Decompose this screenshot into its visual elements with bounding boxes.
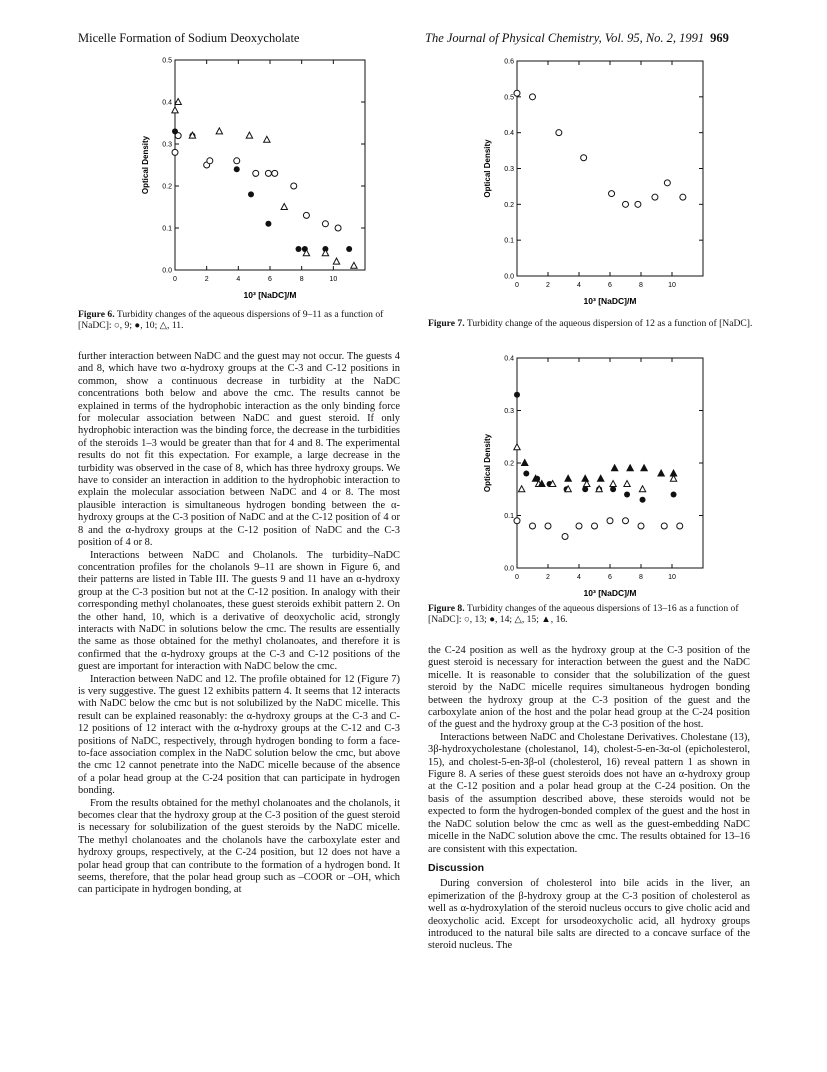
x-tick-label: 2 xyxy=(546,574,550,581)
x-tick-label: 8 xyxy=(639,282,643,289)
x-tick-label: 0 xyxy=(173,276,177,283)
page-number: 969 xyxy=(710,31,729,45)
data-point-13 xyxy=(592,523,598,529)
y-tick-label: 0.2 xyxy=(504,460,514,468)
y-tick-label: 0.0 xyxy=(504,273,514,281)
data-point-16 xyxy=(627,465,633,471)
x-tick-label: 2 xyxy=(204,276,209,283)
y-axis-label: Optical Density xyxy=(483,139,492,198)
x-tick-label: 10 xyxy=(668,574,676,581)
y-tick-label: 0.3 xyxy=(162,141,172,149)
data-point-13 xyxy=(530,523,536,529)
y-tick-label: 0.4 xyxy=(504,130,514,138)
right-column-text xyxy=(428,645,750,953)
x-tick-label: 2 xyxy=(546,282,550,289)
y-tick-label: 0.2 xyxy=(504,201,514,209)
x-tick-label: 10 xyxy=(329,276,338,283)
y-tick-label: 0.1 xyxy=(162,225,172,233)
data-point-15 xyxy=(518,486,524,492)
data-point-15 xyxy=(514,444,520,450)
data-point-16 xyxy=(670,470,676,476)
data-point-14 xyxy=(610,486,616,492)
data-point-13 xyxy=(677,523,683,529)
y-tick-label: 0.3 xyxy=(504,166,514,173)
paragraph: Interactions between NaDC and Cholanols. The turbidity–NaDC concentration profiles for the cholanols 9–11 are shown in Figure 6, and their patterns are listed in Table III. The guests 9 and 11 have an α-hydroxy group at the C-3 position but not at the C-12 position. In analogy with their corresponding methyl cholanoates, these guest steroids exhibit pattern 2. On the other hand, 10, which is a derivative of deoxycholic acid, strongly interacts with NaDC in solutions below the cmc. The results are essentially the same as those obtained for the methyl cholanoates, and therefore it is confirmed that the α-hydroxy groups at the C-3 and C-12 positions of the guest are important for interaction with NaDC below the cmc. xyxy=(78,549,400,673)
y-tick-label: 0.6 xyxy=(504,58,514,66)
paragraph: further interaction between NaDC and the guest may not occur. The guests 4 and 8, which have two α-hydroxy groups at the C-3 and C-12 positions in common, show a continuous decrease in turbidity at the NaDC concentrations both below and above the cmc. The results cannot be explained in terms of the hydrophobic interaction as the only binding force for molecular association between NaDC and guest steroid. If only hydrophobic interaction was the binding force, the decrease in the turbidities of the steroids 1–3 would be greater than that for 4 and 8. The experimental results do not fit this expectation. For example, a large decrease in the turbidity was observed in the case of 8, which has three hydroxy groups. We have to consider an interaction in addition to the hydrophobic interaction to explain the molecular association between NaDC and 4 or 8. The most plausible interaction is simultaneous hydrogen bonding between the α-hydroxy groups at the C-3 position of NaDC and at the C-12 position of 4 or 8 and the α-hydroxy groups at the C-12 position of NaDC and the C-3 position of 4 or 8. xyxy=(78,351,400,549)
left-column-text xyxy=(78,351,400,897)
x-axis-label: 10³ [NaDC]/M xyxy=(583,588,637,598)
y-tick-label: 0.1 xyxy=(504,513,514,520)
x-axis-label: 10³ [NaDC]/M xyxy=(243,290,297,300)
paragraph: Interaction between NaDC and 12. The profile obtained for 12 (Figure 7) is very suggestive. The guest 12 exhibits pattern 4. It seems that 12 interacts with NaDC below the cmc but is not solubilized by the NaDC micelle. This result can be explained reasonably: the α-hydroxy groups at the C-3 and C-12 positions of 12 interact with the α-hydroxy groups at the C-12 and C-3 positions of NaDC, respectively, through hydrogen bonding to form a face-to-face association complex in the NaDC solution below the cmc, but above the cmc 12 cannot penetrate into the NaDC micelle because of the absence of a polar head group at the C-24 position that can participate in hydrogen bonding. xyxy=(78,673,400,797)
y-tick-label: 0.0 xyxy=(504,565,514,573)
x-tick-label: 4 xyxy=(577,282,581,289)
data-point-15 xyxy=(624,481,630,487)
y-tick-label: 0.5 xyxy=(162,57,172,65)
x-tick-label: 0 xyxy=(515,574,519,581)
y-tick-label: 0.4 xyxy=(504,355,514,363)
x-tick-label: 6 xyxy=(608,574,612,581)
x-tick-label: 8 xyxy=(299,276,304,283)
data-point-13 xyxy=(562,534,568,540)
plot-frame xyxy=(517,358,703,568)
data-point-13 xyxy=(576,523,582,529)
figure-7-caption: Figure 7. Turbidity change of the aqueous dispersion of 12 as a function of [NaDC]. xyxy=(428,318,753,329)
y-axis-label: Optical Density xyxy=(141,135,150,195)
x-axis-label: 10³ [NaDC]/M xyxy=(583,296,637,306)
y-tick-label: 0.2 xyxy=(162,183,172,191)
data-point-16 xyxy=(611,465,617,471)
data-point-15 xyxy=(639,486,645,492)
data-point-14 xyxy=(582,486,588,492)
figure-8-caption: Figure 8. Turbidity changes of the aqueous dispersions of 13–16 as a function of [NaDC]: ○, 13; ●, 14; △, 15; ▲, 16. xyxy=(428,603,739,626)
x-tick-label: 4 xyxy=(577,574,581,581)
data-point-13 xyxy=(661,523,667,529)
data-point-13 xyxy=(607,518,613,524)
data-point-13 xyxy=(638,523,644,529)
figure-6-caption: Figure 6. Turbidity changes of the aqueous dispersions of 9–11 as a function of [NaDC]: ○, 9; ●, 10; △, 11. xyxy=(78,309,384,332)
data-point-14 xyxy=(640,497,646,503)
paragraph: From the results obtained for the methyl cholanoates and the cholanols, it becomes clear that the hydroxy group at the C-3 position of the guest steroid is necessary for solubilization of the guest steroids by the NaDC micelle. The methyl cholanoates and the cholanols have the carboxylate ester and hydroxy groups, respectively, at the C-24 position, but 12 does not have a polar head group that can contribute to the formation of a hydrogen bond. It seems, therefore, that the polar head group such as –COOR or –OH, which can participate in hydrogen bonding, at xyxy=(78,797,400,896)
running-header: Micelle Formation of Sodium Deoxycholate xyxy=(78,31,300,45)
data-point-13 xyxy=(545,523,551,529)
paragraph: During conversion of cholesterol into bile acids in the liver, an epimerization of the β-hydroxy group at the C-3 position of cholesterol as well as α-hydroxylation of the steroid nucleus occurs to give cholic acid and deoxycholic acid. Except for ursodeoxycholic acid, all hydroxy groups introduced to the natural bile salts are directed to a concave surface of the steroid nucleus. The xyxy=(428,878,750,952)
paragraph: Interactions between NaDC and Cholestane Derivatives. Cholestane (13), 3β-hydroxycholestane (cholestanol, 14), cholest-5-en-3α-ol (epicholesterol, 15), and cholest-5-en-3β-ol (cholesterol, 16) reveal pattern 1 as shown in Figure 8. A series of these guest steroids does not have an α-hydroxy group at the C-12 position and a polar head group at the C-24 position. On the basis of the assumption described above, these steroids would not be expected to form the hydrogen-bonded complex of the guest and the host in the NaDC solution below the cmc as well as the guest-embedding NaDC micelle in the NaDC solution above the cmc. The results obtained for 13–16 are consistent with this expectation. xyxy=(428,731,750,855)
data-point-16 xyxy=(565,475,571,481)
data-point-16 xyxy=(641,465,647,471)
data-point-16 xyxy=(582,475,588,481)
data-point-13 xyxy=(514,518,520,524)
x-tick-label: 4 xyxy=(236,276,241,283)
y-tick-label: 0.3 xyxy=(504,408,514,415)
y-axis-label: Optical Density xyxy=(483,433,492,493)
x-tick-label: 6 xyxy=(608,282,612,289)
journal-citation: The Journal of Physical Chemistry, Vol. 95, No. 2, 1991 969 xyxy=(425,31,729,45)
data-point-16 xyxy=(658,470,664,476)
data-point-15 xyxy=(610,481,616,487)
x-tick-label: 0 xyxy=(515,282,519,289)
x-tick-label: 6 xyxy=(268,276,272,283)
paragraph: the C-24 position as well as the hydroxy group at the C-3 position of the guest steroid is necessary for interaction between the guest and the NaDC micelle. It is reasonable to consider that the solubilization of the guest steroid by the NaDC micelle requires simultaneous hydrogen bonding between the hydroxy group at the C-3 position of the guest and the carboxylate anion of the host and the polar head group at the C-24 position of the guest and the hydroxy group at the C-3 position of the host. xyxy=(428,645,750,731)
y-tick-label: 0.5 xyxy=(504,94,514,102)
data-point-14 xyxy=(523,471,529,477)
data-point-13 xyxy=(623,518,629,524)
x-tick-label: 8 xyxy=(639,574,643,581)
data-point-16 xyxy=(522,460,528,466)
x-tick-label: 10 xyxy=(668,282,676,289)
section-heading: Discussion xyxy=(428,861,485,874)
data-point-16 xyxy=(598,475,604,481)
data-point-14 xyxy=(671,492,677,498)
data-point-14 xyxy=(514,392,520,398)
y-tick-label: 0.1 xyxy=(504,237,514,245)
y-tick-label: 0.4 xyxy=(162,99,172,107)
data-point-14 xyxy=(624,492,630,498)
y-tick-label: 0.0 xyxy=(162,267,172,275)
